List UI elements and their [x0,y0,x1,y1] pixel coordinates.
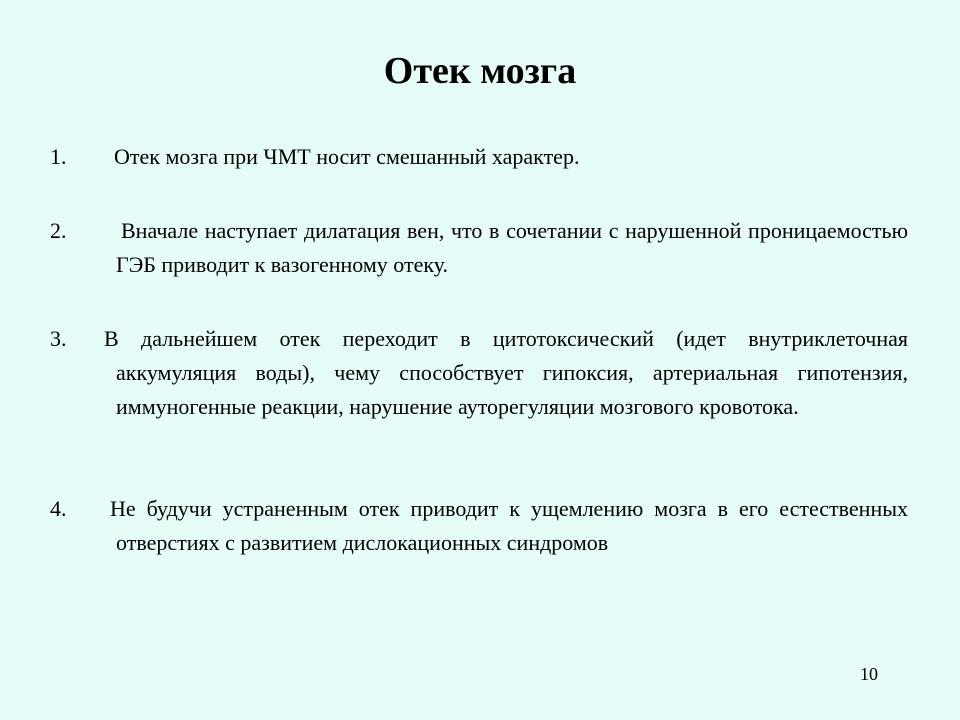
list-item-number: 2. [50,218,67,243]
list-item [50,492,908,560]
list-item [50,214,908,282]
list-item-number: 3. [50,326,67,351]
list-item [50,140,908,174]
slide-title: Отек мозга [383,50,577,92]
page-number: 10 [860,664,878,684]
list-item [50,322,908,424]
list-item-text: Не будучи устраненным отек приводит к ущемлению мозга в его естественных отверстиях с развитием дислокационных синдромов [110,496,908,555]
list-item-number: 4. [50,496,67,521]
list-item-text: В дальнейшем отек переходит в цитотоксический (идет внутриклеточная аккумуляция воды), чему способствует гипоксия, артериальная гипотензия, иммуногенные реакции, нарушение ауторегуляции мозгового кровотока. [104,326,908,419]
list-item-text: Вначале наступает дилатация вен, что в сочетании с нарушенной проницаемостью ГЭБ приводит к вазогенному отеку. [116,218,908,277]
list-item-number: 1. [50,144,67,169]
list-item-text: Отек мозга при ЧМТ носит смешанный характер. [114,144,580,169]
